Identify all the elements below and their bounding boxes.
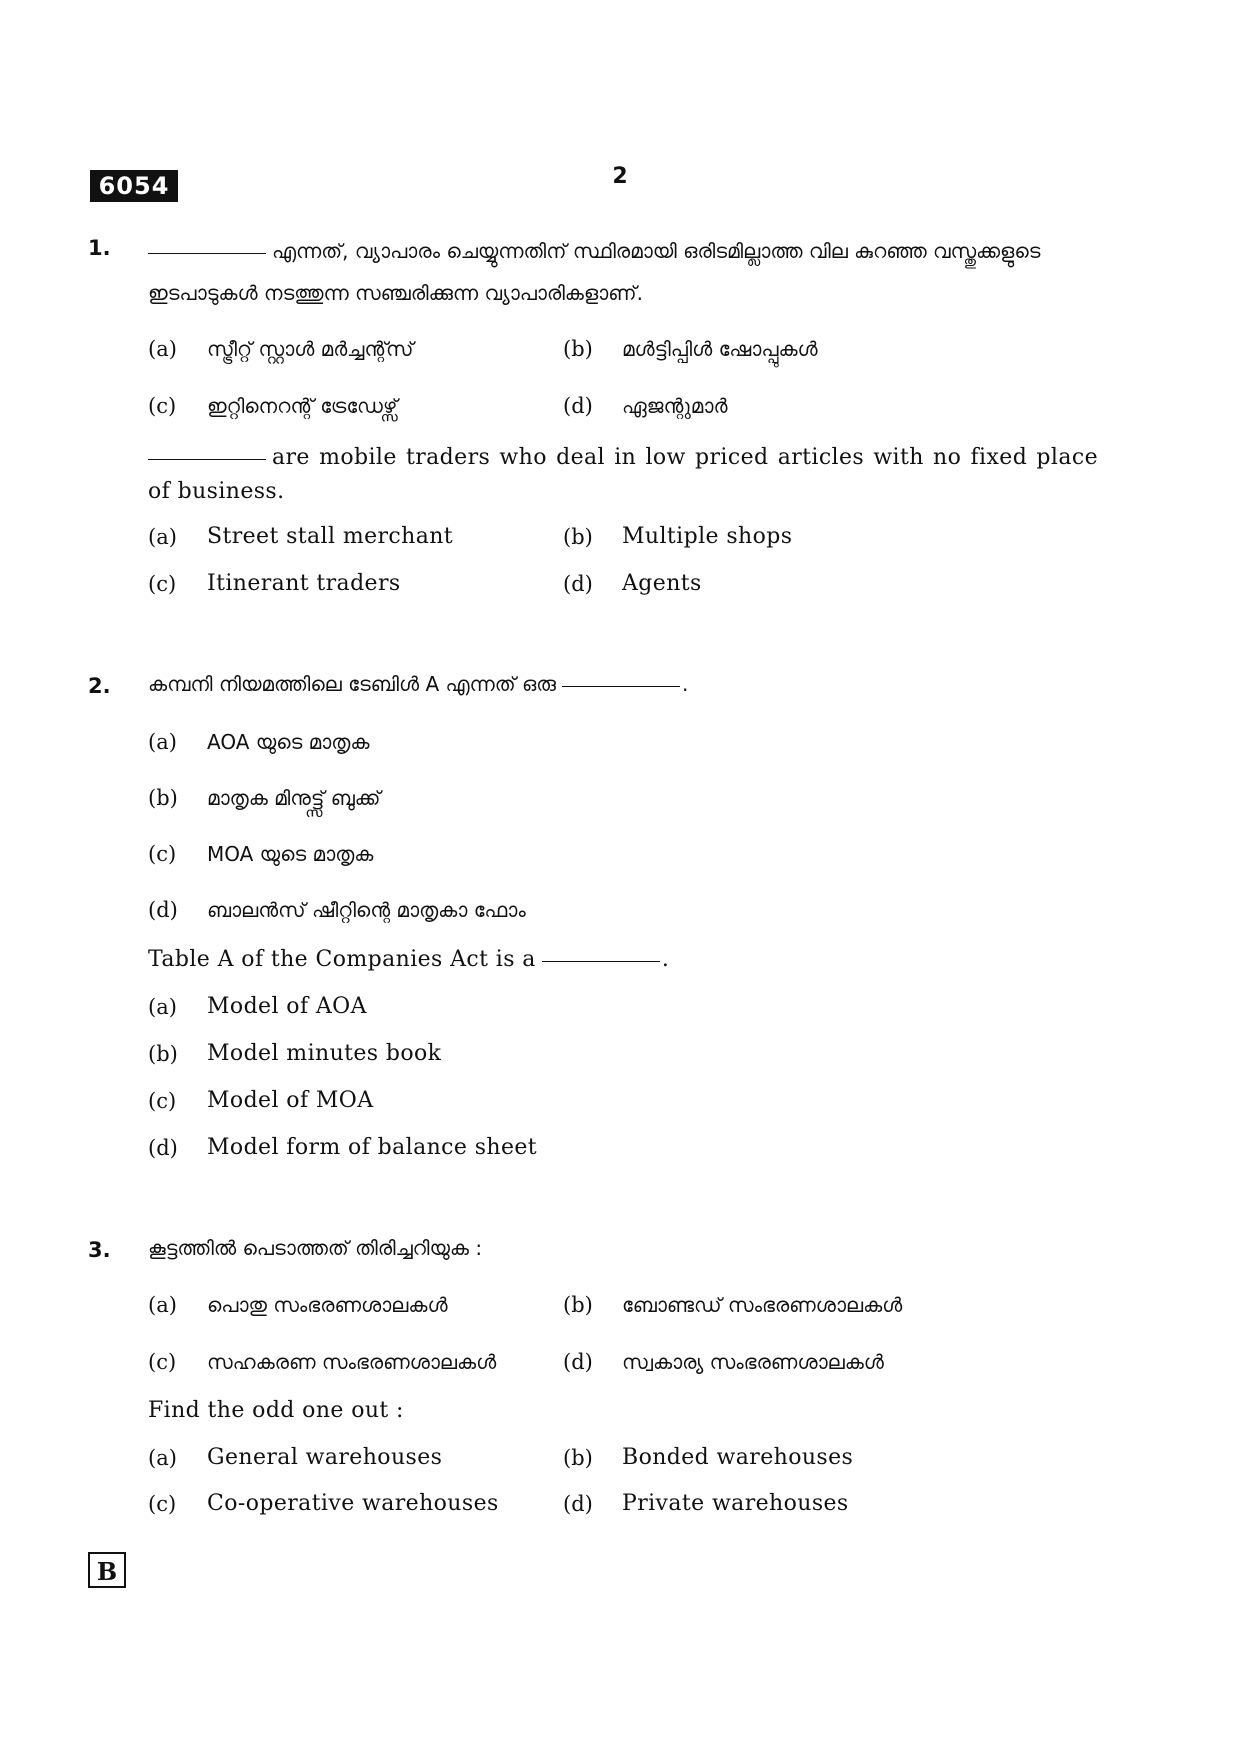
q1-ml-option-a-label: (a) — [148, 337, 177, 361]
q2-ml-option-d: ബാലൻസ് ഷീറ്റിന്റെ മാതൃകാ ഫോം — [207, 898, 526, 922]
q3-ml-option-d: സ്വകാര്യ സംഭരണശാലകൾ — [622, 1350, 884, 1374]
q2-ml-option-a: AOA യുടെ മാതൃക — [207, 730, 370, 754]
question-3-ml-stem: കൂട്ടത്തിൽ പെടാത്തത് തിരിച്ചറിയുക : — [148, 1236, 483, 1260]
question-3-number: 3. — [88, 1238, 111, 1262]
q2-en-option-c-label: (c) — [148, 1089, 177, 1113]
q3-en-option-d: Private warehouses — [622, 1491, 849, 1516]
q2-en-option-c: Model of MOA — [207, 1088, 374, 1113]
q2-en-option-b-label: (b) — [148, 1042, 178, 1066]
q3-ml-option-c: സഹകരണ സംഭരണശാലകൾ — [207, 1350, 497, 1374]
q1-en-option-c-label: (c) — [148, 572, 177, 596]
q1-ml-option-d: ഏജന്റുമാർ — [622, 394, 728, 418]
q1-en-option-b-label: (b) — [563, 525, 593, 549]
q2-en-option-a-label: (a) — [148, 995, 177, 1019]
answer-blank — [148, 252, 266, 254]
q3-ml-option-a: പൊതു സംഭരണശാലകൾ — [207, 1293, 448, 1317]
q1-ml-option-a: സ്ട്രീറ്റ് സ്റ്റാൾ മർച്ചന്റ്സ് — [207, 337, 414, 361]
q2-ml-option-c-label: (c) — [148, 842, 177, 866]
question-1-ml-stem: എന്നത്, വ്യാപാരം ചെയ്യുന്നതിന് സ്ഥിരമായി ഒരിടമില്ലാത്ത വില കുറഞ്ഞ വസ്തുക്കളുടെ ഇടപാടുകൾ നടത്തുന്ന സഞ്ചരിക്കുന്ന വ്യാപാരികളാണ്. — [148, 239, 1041, 305]
q2-en-option-b: Model minutes book — [207, 1041, 442, 1066]
q2-ml-option-b: മാതൃക മിനുട്ട്സ് ബുക്ക് — [207, 786, 381, 810]
q1-ml-option-c: ഇറ്റിനെറന്റ് ട്രേഡേഴ്സ് — [207, 394, 398, 418]
question-3-en-stem: Find the odd one out : — [148, 1398, 404, 1423]
answer-blank — [562, 685, 680, 687]
q3-en-option-b: Bonded warehouses — [622, 1445, 854, 1470]
q1-ml-option-b: മൾട്ടിപ്പിൾ ഷോപ്പുകൾ — [622, 337, 818, 361]
q3-ml-option-d-label: (d) — [563, 1350, 593, 1374]
q3-en-option-c-label: (c) — [148, 1492, 177, 1516]
q3-ml-option-c-label: (c) — [148, 1350, 177, 1374]
q2-en-option-d: Model form of balance sheet — [207, 1135, 538, 1160]
q3-en-option-a: General warehouses — [207, 1445, 443, 1470]
q3-ml-option-b-label: (b) — [563, 1293, 593, 1317]
q1-en-option-a: Street stall merchant — [207, 524, 454, 549]
q3-en-option-d-label: (d) — [563, 1492, 593, 1516]
question-2-ml-stem: കമ്പനി നിയമത്തിലെ ടേബിൾ A എന്നത് ഒരു . — [148, 672, 689, 696]
q3-en-option-c: Co-operative warehouses — [207, 1491, 499, 1516]
q1-en-option-c: Itinerant traders — [207, 571, 401, 596]
q1-en-option-b: Multiple shops — [622, 524, 793, 549]
q1-ml-option-d-label: (d) — [563, 394, 593, 418]
q3-ml-option-b: ബോണ്ടഡ് സംഭരണശാലകൾ — [622, 1293, 903, 1317]
answer-blank — [148, 458, 266, 460]
q1-ml-option-b-label: (b) — [563, 337, 593, 361]
question-2-en-stem: Table A of the Companies Act is a . — [148, 947, 670, 972]
q2-ml-option-d-label: (d) — [148, 898, 178, 922]
q3-ml-option-a-label: (a) — [148, 1293, 177, 1317]
q2-ml-option-b-label: (b) — [148, 786, 178, 810]
q1-ml-option-c-label: (c) — [148, 394, 177, 418]
question-1-number: 1. — [88, 236, 111, 260]
paper-code-badge: 6054 — [90, 170, 178, 202]
question-1-en-stem: are mobile traders who deal in low priced articles with no fixed place of business. — [148, 445, 1098, 504]
q1-en-option-a-label: (a) — [148, 525, 177, 549]
page-number: 2 — [612, 164, 628, 189]
q2-ml-option-c: MOA യുടെ മാതൃക — [207, 842, 374, 866]
q1-en-option-d-label: (d) — [563, 572, 593, 596]
q2-en-option-d-label: (d) — [148, 1136, 178, 1160]
q2-en-option-a: Model of AOA — [207, 994, 367, 1019]
series-marker: B — [88, 1552, 126, 1588]
q1-en-option-d: Agents — [622, 571, 702, 596]
q3-en-option-a-label: (a) — [148, 1446, 177, 1470]
question-2-number: 2. — [88, 674, 111, 698]
answer-blank — [542, 960, 660, 962]
q3-en-option-b-label: (b) — [563, 1446, 593, 1470]
q2-ml-option-a-label: (a) — [148, 730, 177, 754]
